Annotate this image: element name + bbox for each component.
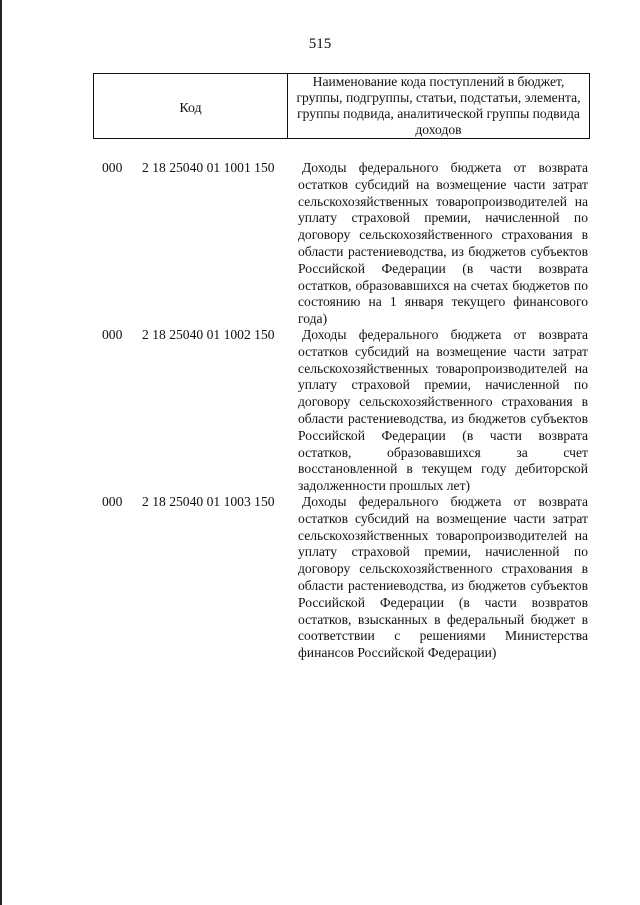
admin-code: 000	[102, 160, 123, 175]
income-description: Доходы федерального бюджета от возврата остатков субсидий на возмещение части затрат сельскохозяйственных товаропроизводителей на уплату страховой премии, начисленной по договору сельскохозяйственного страхования в области растениеводства, из бюджетов субъектов Российской Федерации (в части возвратов остатков, взысканных в федеральный бюджет в соответствии с решениями Министерства финансов Российской Федерации)	[298, 494, 588, 661]
admin-code: 000	[102, 327, 123, 342]
header-code-cell: Код	[94, 74, 288, 138]
page-edge	[0, 0, 2, 905]
admin-code: 000	[102, 494, 123, 509]
header-table	[93, 73, 590, 139]
income-description: Доходы федерального бюджета от возврата остатков субсидий на возмещение части затрат сельскохозяйственных товаропроизводителей на уплату страховой премии, начисленной по договору сельскохозяйственного страхования в области растениеводства, из бюджетов субъектов Российской Федерации (в части возврата остатков, образовавшихся на счетах бюджетов по состоянию на 1 января текущего финансового года)	[298, 160, 588, 327]
income-description: Доходы федерального бюджета от возврата остатков субсидий на возмещение части затрат сельскохозяйственных товаропроизводителей на уплату страховой премии, начисленной по договору сельскохозяйственного страхования в области растениеводства, из бюджетов субъектов Российской Федерации (в части возврата остатков, образовавшихся за счет восстановленной в текущем году дебиторской задолженности прошлых лет)	[298, 327, 588, 494]
budget-classification-code: 2 18 25040 01 1002 150	[142, 327, 275, 342]
budget-classification-code: 2 18 25040 01 1001 150	[142, 160, 275, 175]
budget-classification-code: 2 18 25040 01 1003 150	[142, 494, 275, 509]
page-number: 515	[308, 36, 332, 52]
header-name-cell: Наименование кода поступлений в бюджет, группы, подгруппы, статьи, подстатьи, элемента, группы подвида, аналитической группы подвида доходов	[296, 74, 581, 137]
